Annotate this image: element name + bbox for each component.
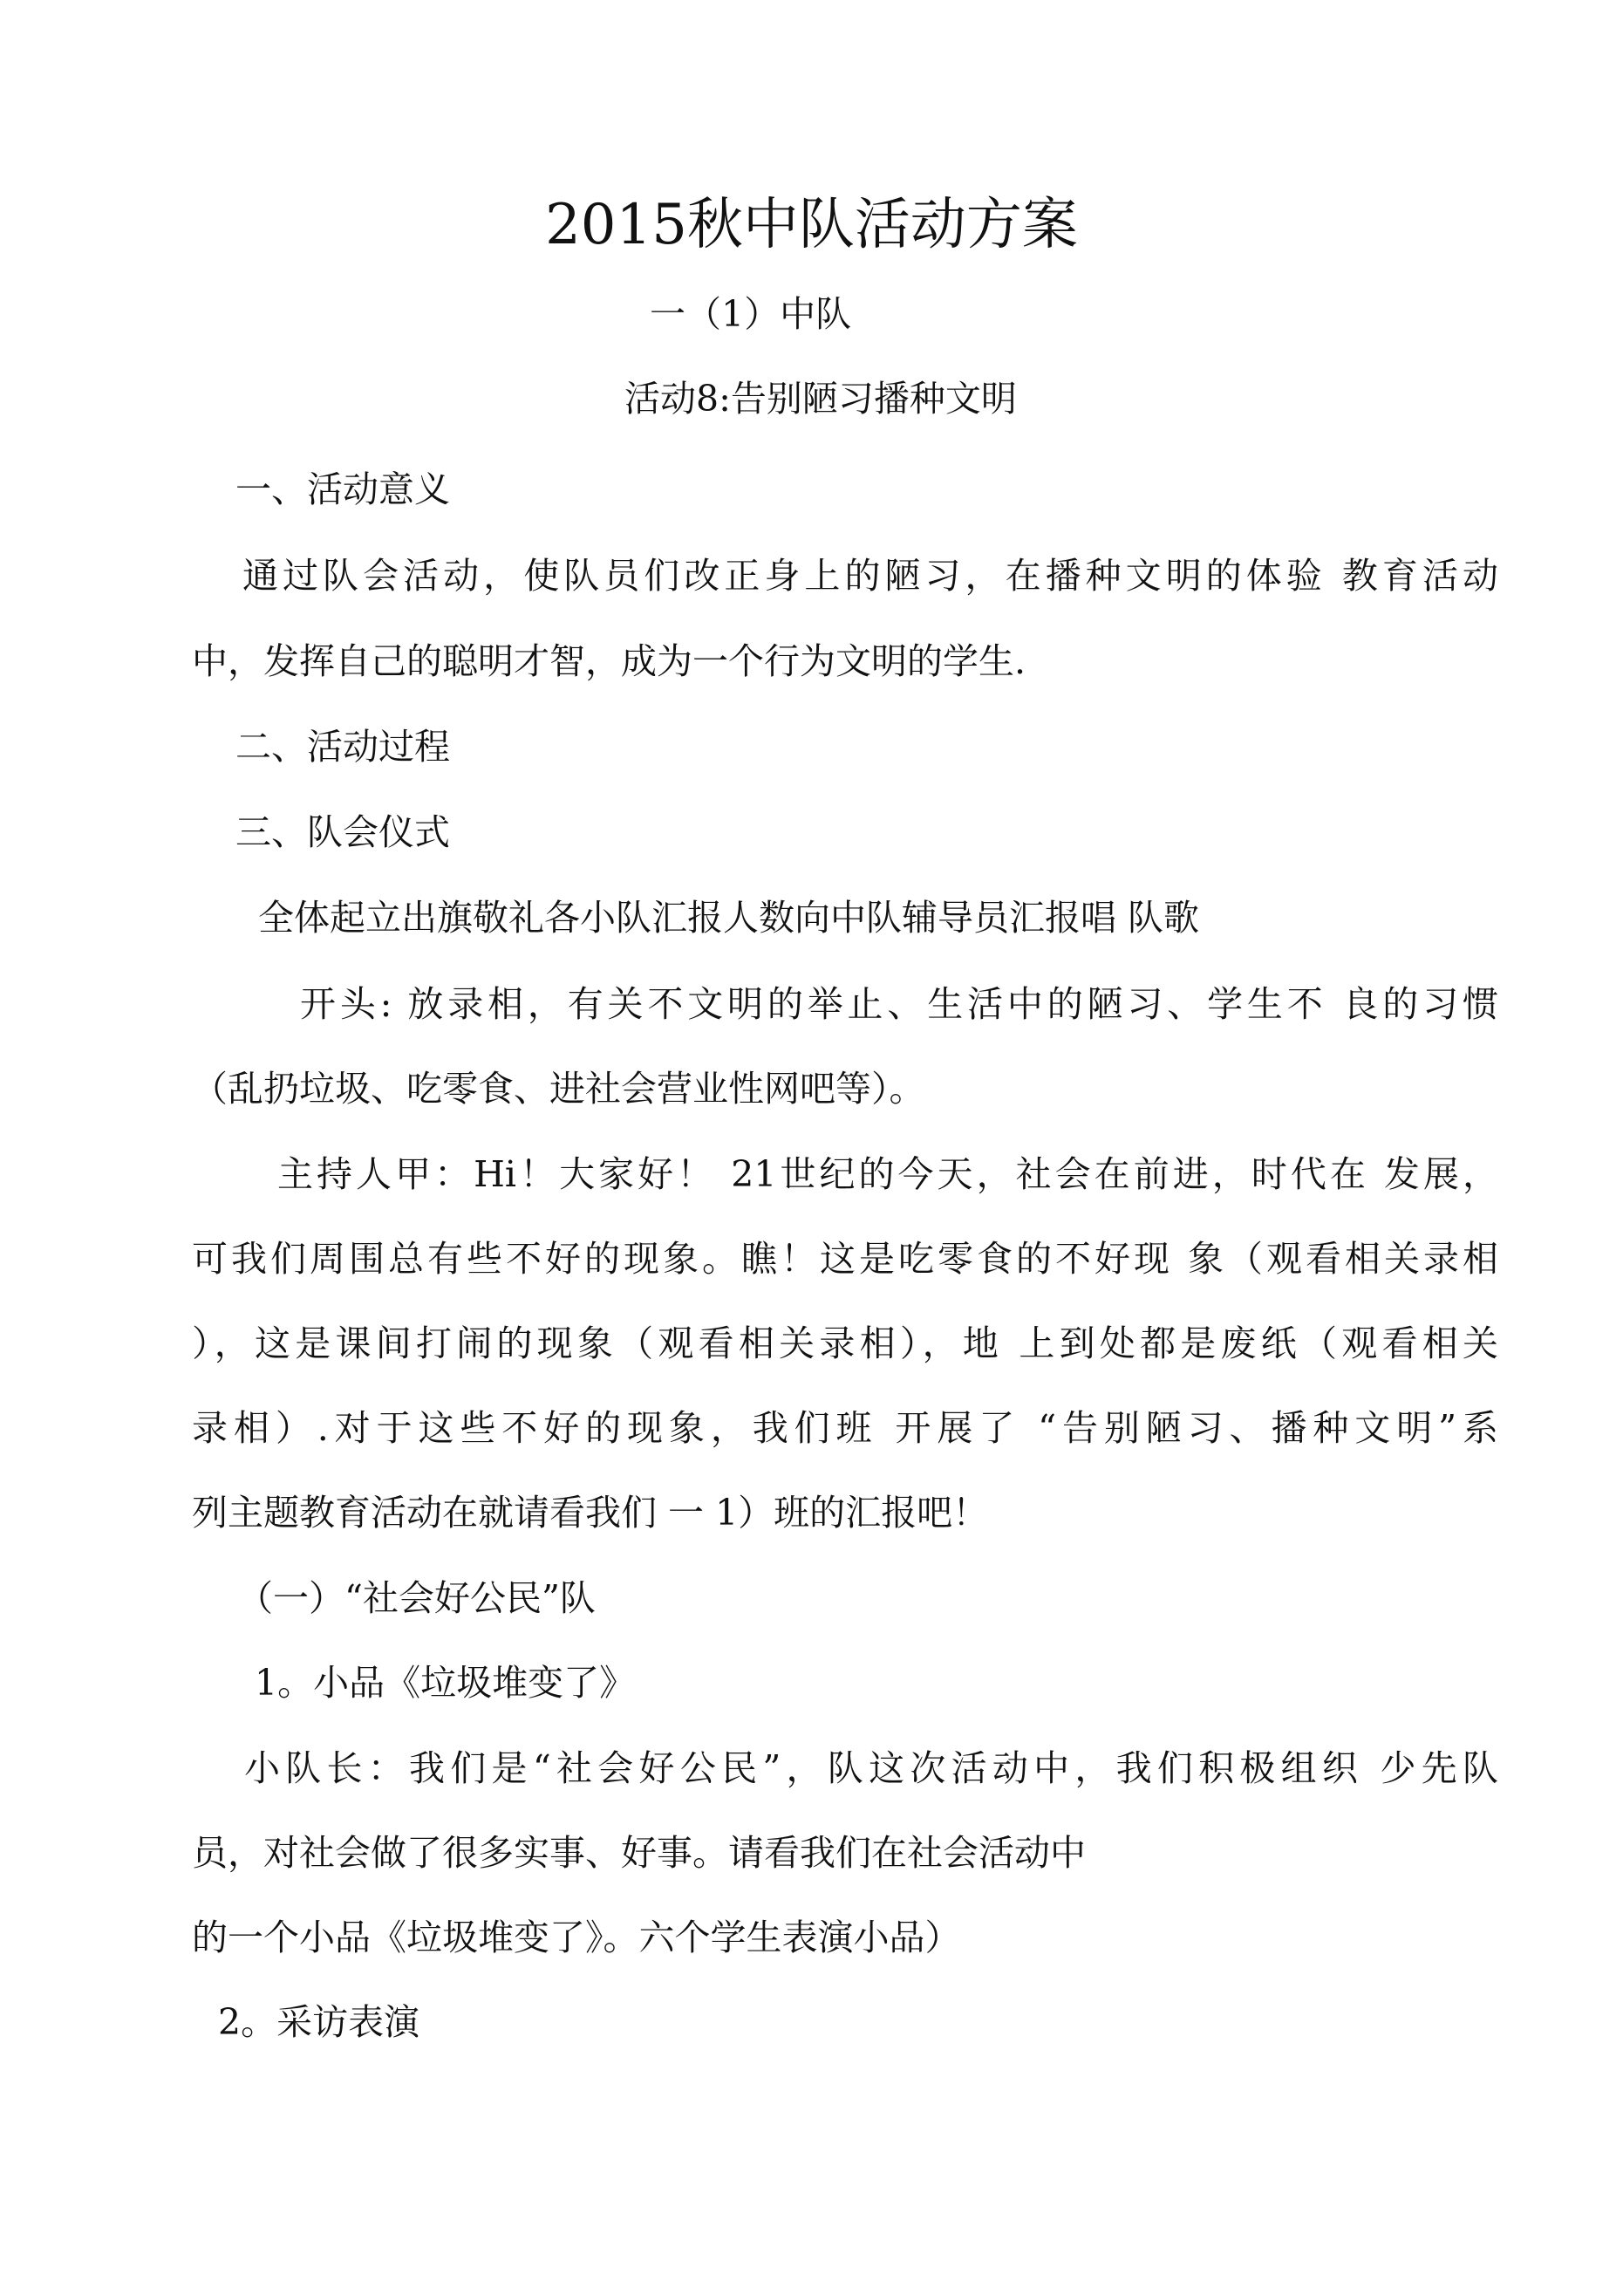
paragraph-line: 开头: 放录相，有关不文明的举止、生活中的陋习、学生不 良的习惯 [300, 983, 1498, 1025]
page-title: 2015秋中队活动方案 [545, 193, 1078, 257]
paragraph-line: 通过队会活动，使队员们改正身上的陋习，在播种文明的体验 教育活动 [242, 555, 1498, 597]
paragraph-line: 主持人甲：Hi！大家好！ 21世纪的今天，社会在前进，时代在 发展， [277, 1153, 1498, 1195]
paragraph-line: 列主题教育活动在就请看我们 一 1）班的汇报吧！ [192, 1492, 989, 1534]
paragraph-line: 可我们周围总有些不好的现象。瞧！这是吃零食的不好现 象（观看相关录相 [192, 1238, 1498, 1280]
paragraph-line: （乱扔垃圾、吃零食、进社会营业性网吧等）。 [192, 1068, 925, 1110]
section-heading-ceremony: 三、队会仪式 [235, 811, 450, 853]
paragraph-line: 小队长：我们是“社会好公民”，队这次活动中，我们积极组织 少先队 [244, 1747, 1498, 1789]
paragraph-line: ），这是课间打闹的现象（观看相关录相），地 上到处都是废纸（观看相关 [192, 1322, 1498, 1364]
paragraph-line: 员，对社会做了很多实事、好事。请看我们在社会活动中 [192, 1832, 1086, 1874]
paragraph-line: 全体起立出旗敬礼各小队汇报人数向中队辅导员汇报唱 队歌 [258, 897, 1200, 939]
section-heading-significance: 一、活动意义 [235, 468, 450, 510]
paragraph-line: 的一个小品《垃圾堆变了》。六个学生表演小品） [192, 1917, 961, 1958]
paragraph-line: 录相）.对于这些不好的现象，我们班 开展了 “告别陋习、播种文明”系 [192, 1407, 1498, 1449]
class-name: 一（1）中队 [650, 293, 852, 335]
list-item: 1。小品《垃圾堆变了》 [255, 1662, 636, 1704]
section-heading-process: 二、活动过程 [235, 726, 450, 768]
activity-title: 活动8:告别陋习播种文明 [624, 378, 1017, 420]
team-heading: （一）“社会好公民”队 [237, 1577, 596, 1619]
paragraph-line: 中，发挥自己的聪明才智，成为一个行为文明的学生. [192, 640, 1026, 682]
list-item: 2。采访表演 [218, 2001, 420, 2043]
